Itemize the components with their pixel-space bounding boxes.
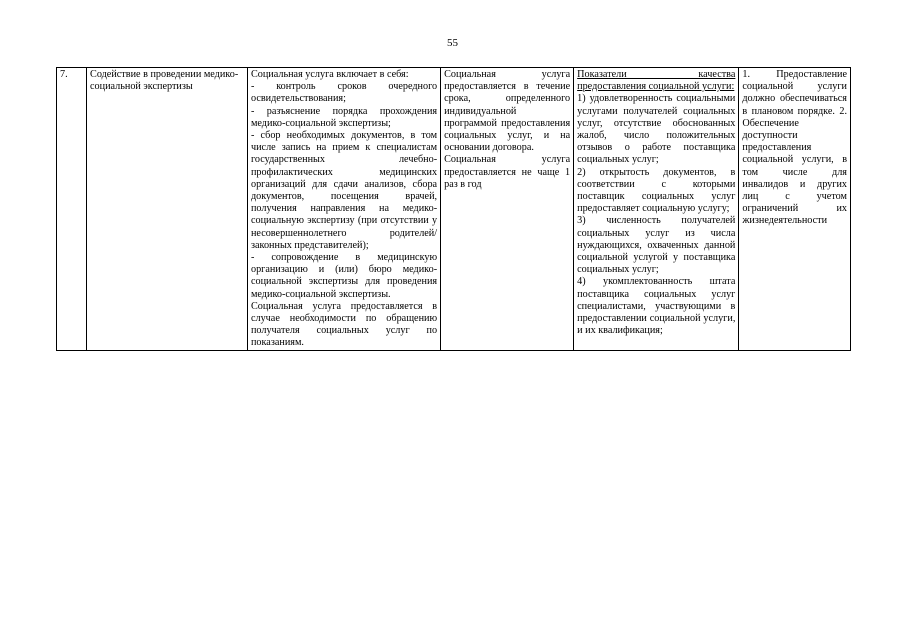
quality-item: 2) открытость документов, в соответствии с которыми поставщик социальных услуг предоставляет социальную услугу; xyxy=(577,166,736,215)
content-line: - сбор необходимых документов, в том числе запись на прием к специалистам государственных лечебно-профилактических медицинских организаций для сдачи анализов, сбора документов, посещения врачей, получения направления на медико-социальную экспертизу (при отсутствии у несовершеннолетнего родителей/законных представителей); xyxy=(250,130,438,251)
quality-heading: Показатели качества предоставления социальной услуги: xyxy=(577,69,736,93)
row-number-cell xyxy=(57,68,87,351)
row-number: 7. xyxy=(60,69,68,80)
content-line: - контроль сроков очередного освидетельствования; xyxy=(250,81,438,105)
service-term-cell xyxy=(441,68,574,351)
page-number: 55 xyxy=(447,37,458,49)
content-line: Социальная услуга предоставляется в случае необходимости по обращению получателя социальных услуг по показаниям. xyxy=(250,300,438,349)
term-line: Социальная услуга предоставляется не чаще 1 раз в год xyxy=(444,154,571,190)
term-line: Социальная услуга предоставляется в течение срока, определенного индивидуальной программой предоставления социальных услуг, и на основании договора. xyxy=(444,69,571,154)
quality-cell xyxy=(574,68,739,351)
table-row xyxy=(57,68,851,351)
conditions-cell xyxy=(739,68,851,351)
services-table xyxy=(56,67,851,351)
service-name: Содействие в проведении медико-социальной экспертизы xyxy=(90,69,239,93)
service-content-cell xyxy=(247,68,440,351)
content-line: - сопровождение в медицинскую организацию и (или) бюро медико-социальной экспертизы для проведения медико-социальной экспертизы. xyxy=(250,252,438,300)
quality-item: 4) укомплектованность штата поставщика социальных услуг специалистами, участвующими в предоставлении социальной услуги, и их квалификация; xyxy=(577,276,736,337)
content-line: - разъяснение порядка прохождения медико-социальной экспертизы; xyxy=(250,105,438,129)
service-name-cell xyxy=(87,68,248,351)
content-line: Социальная услуга включает в себя: xyxy=(250,69,409,80)
quality-item: 3) численность получателей социальных услуг из числа нуждающихся, охваченных данной социальной услугой у поставщика социальных услуг; xyxy=(577,215,736,276)
conditions-text: 1. Предоставление социальной услуги должно обеспечиваться в плановом порядке. 2. Обеспечение доступности предоставления социальной услуги, в том числе для инвалидов и других лиц с учетом ограничений их жизнедеятельности xyxy=(742,69,847,227)
quality-item: 1) удовлетворенность социальными услугами получателей социальных услуг, отсутствие обоснованных жалоб, число положительных отзывов о работе поставщика социальных услуг; xyxy=(577,93,736,166)
